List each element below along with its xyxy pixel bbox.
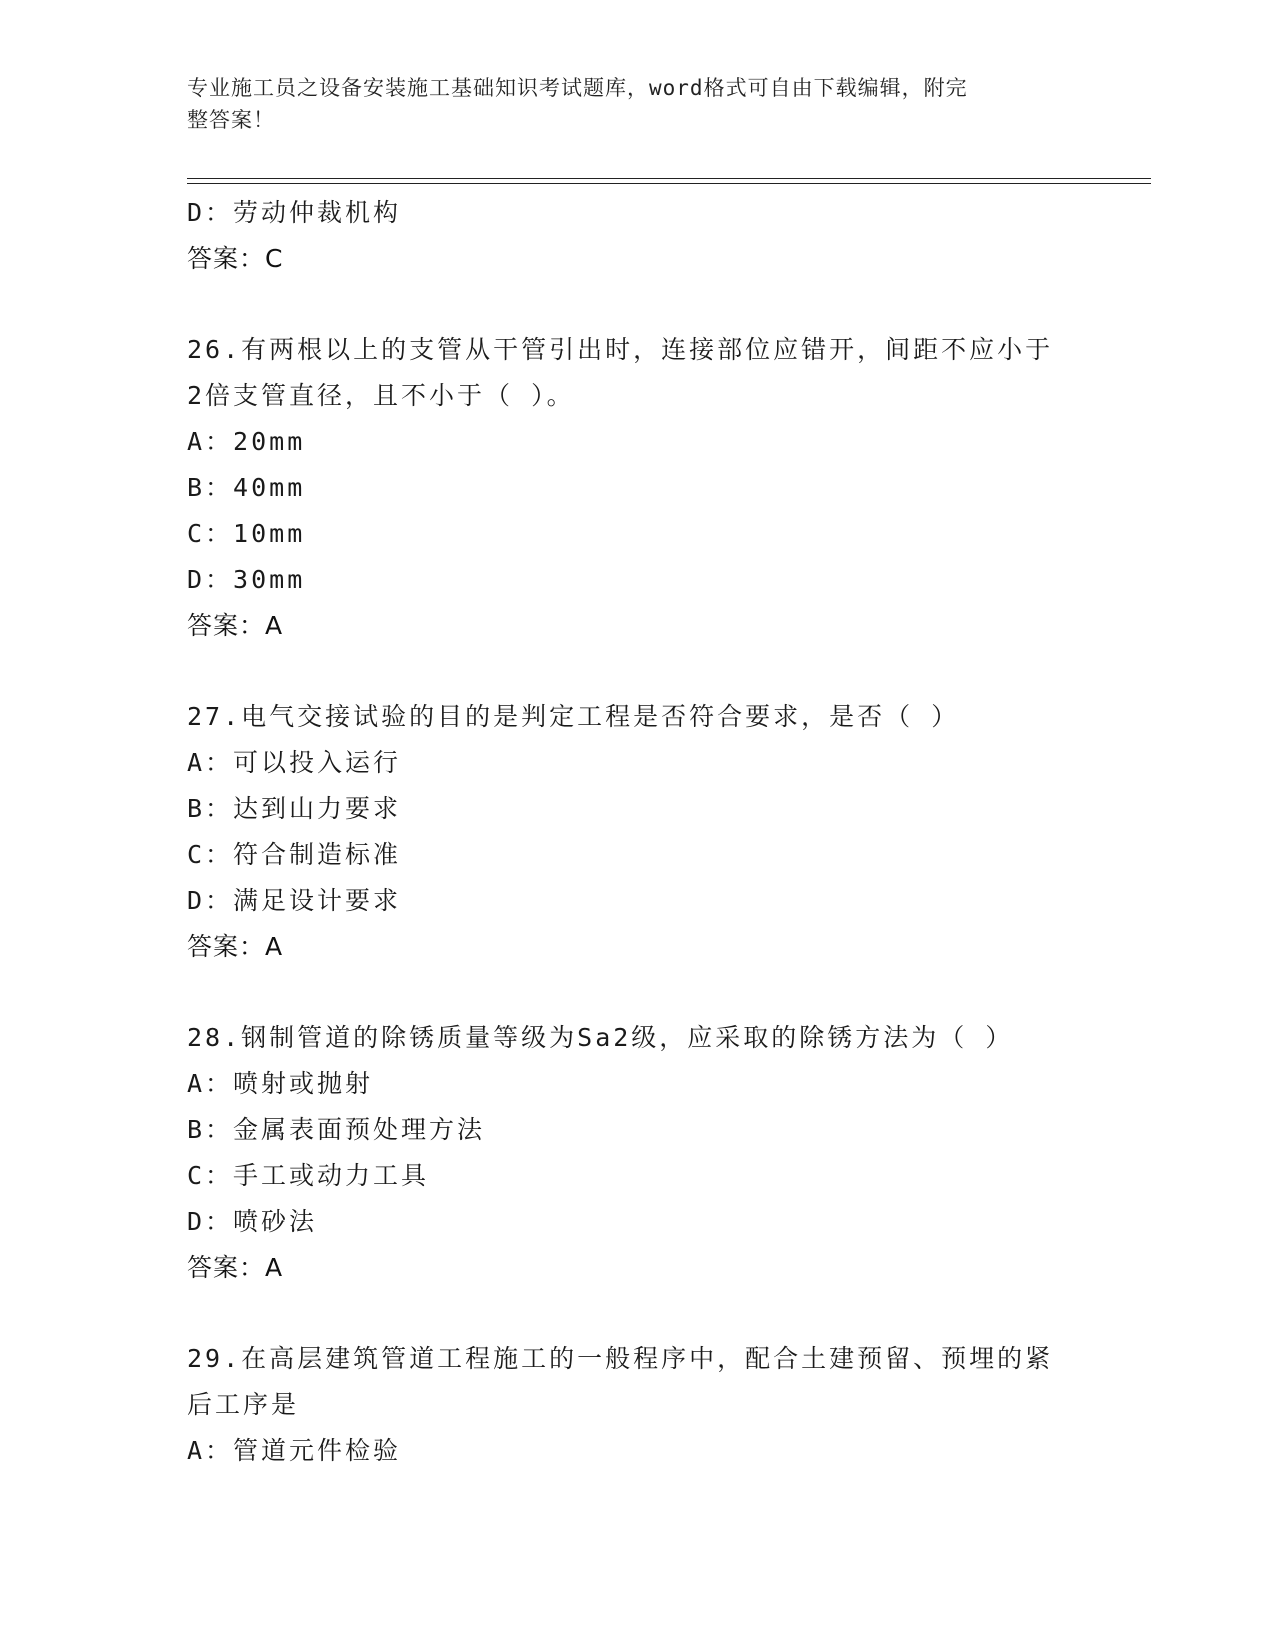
option-b: B：达到山力要求 bbox=[187, 794, 402, 823]
answer-label: 答案：C bbox=[187, 244, 284, 273]
spacer bbox=[187, 649, 1087, 694]
option-c: C：手工或动力工具 bbox=[187, 1161, 430, 1190]
question-list bbox=[187, 190, 1087, 1474]
document-header bbox=[187, 72, 1067, 136]
header-divider-top bbox=[187, 178, 1151, 179]
spacer bbox=[187, 970, 1087, 1015]
option-b: B：40mm bbox=[187, 473, 306, 502]
option-a: A：管道元件检验 bbox=[187, 1436, 402, 1465]
spacer bbox=[187, 1291, 1087, 1336]
header-divider-bottom bbox=[187, 183, 1151, 184]
option-a: A：20mm bbox=[187, 427, 306, 456]
question-26 bbox=[187, 327, 1087, 649]
option-a: A：喷射或抛射 bbox=[187, 1069, 374, 1098]
option-d: D：满足设计要求 bbox=[187, 886, 402, 915]
question-stem-line-2: 后工序是 bbox=[187, 1390, 300, 1419]
answer-label: 答案：A bbox=[187, 932, 284, 961]
option-a: A：可以投入运行 bbox=[187, 748, 402, 777]
header-line-1: 专业施工员之设备安装施工基础知识考试题库，word格式可自由下载编辑，附完 bbox=[187, 76, 968, 100]
option-d: D：30mm bbox=[187, 565, 306, 594]
question-stem-line-1: 27.电气交接试验的目的是判定工程是否符合要求，是否（ ） bbox=[187, 702, 960, 731]
option-c: C：符合制造标准 bbox=[187, 840, 402, 869]
spacer bbox=[187, 282, 1087, 327]
option-b: B：金属表面预处理方法 bbox=[187, 1115, 486, 1144]
option-d: D：喷砂法 bbox=[187, 1207, 318, 1236]
question-stem-line-1: 29.在高层建筑管道工程施工的一般程序中，配合土建预留、预埋的紧 bbox=[187, 1344, 1054, 1373]
question-stem-line-2: 2倍支管直径，且不小于（ ）。 bbox=[187, 381, 575, 410]
option-d: D：劳动仲裁机构 bbox=[187, 198, 402, 227]
question-25-tail bbox=[187, 190, 1087, 282]
question-stem-line-1: 26.有两根以上的支管从干管引出时，连接部位应错开，间距不应小于 bbox=[187, 335, 1054, 364]
question-27 bbox=[187, 694, 1087, 970]
question-29 bbox=[187, 1336, 1087, 1474]
answer-label: 答案：A bbox=[187, 611, 284, 640]
header-line-2: 整答案！ bbox=[187, 108, 275, 132]
question-stem-line-1: 28.钢制管道的除锈质量等级为Sa2级，应采取的除锈方法为（ ） bbox=[187, 1023, 1014, 1052]
option-c: C：10mm bbox=[187, 519, 306, 548]
answer-label: 答案：A bbox=[187, 1253, 284, 1282]
question-28 bbox=[187, 1015, 1087, 1291]
